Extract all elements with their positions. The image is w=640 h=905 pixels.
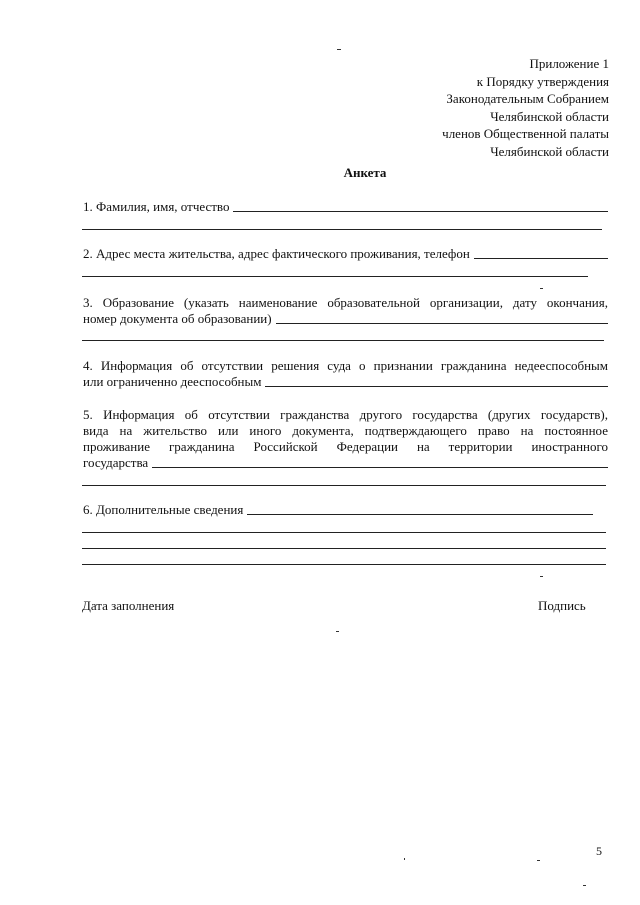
answer-line-1[interactable] xyxy=(233,210,608,212)
answer-line-6d[interactable] xyxy=(82,564,606,565)
answer-line-2b[interactable] xyxy=(82,276,588,277)
question-1 xyxy=(83,199,608,215)
page-number: 5 xyxy=(596,844,602,858)
scan-speck xyxy=(404,858,405,860)
answer-line-5b[interactable] xyxy=(82,485,606,486)
answer-line-3b[interactable] xyxy=(82,340,604,341)
question-5-label-line2: вида на жительство или иного документа, подтверждающего право на постоянное xyxy=(83,423,608,438)
question-4-label-line1: 4. Информация об отсутствии решения суда о признании гражданина недееспособным xyxy=(83,358,608,373)
header-line: к Порядку утверждения xyxy=(476,73,609,89)
question-1-label: 1. Фамилия, имя, отчество xyxy=(83,199,230,214)
scan-speck xyxy=(583,885,586,886)
header-line: членов Общественной палаты xyxy=(442,126,609,142)
question-6-label: 6. Дополнительные сведения xyxy=(83,502,244,517)
question-3-label-line1: 3. Образование (указать наименование образовательной организации, дату окончания, xyxy=(83,295,608,310)
question-5 xyxy=(83,407,608,471)
scan-speck xyxy=(337,49,341,50)
header-line: Приложение 1 xyxy=(529,56,609,71)
question-2 xyxy=(83,246,608,262)
scan-speck xyxy=(336,631,339,632)
header-line: Челябинской области xyxy=(490,108,609,124)
date-label: Дата заполнения xyxy=(82,598,175,613)
answer-line-5[interactable] xyxy=(152,466,608,468)
header-line: Законодательным Собранием xyxy=(446,91,609,107)
question-6 xyxy=(83,502,608,518)
question-4 xyxy=(83,358,608,390)
question-2-label: 2. Адрес места жительства, адрес фактического проживания, телефон xyxy=(83,246,470,261)
scan-speck xyxy=(537,860,540,861)
answer-line-1b[interactable] xyxy=(82,229,602,230)
question-3-label-line2: номер документа об образовании) xyxy=(83,311,272,326)
answer-line-6b[interactable] xyxy=(82,532,606,533)
question-5-label-line4: государства xyxy=(83,455,149,470)
answer-line-4[interactable] xyxy=(265,385,608,387)
answer-line-2[interactable] xyxy=(474,257,608,259)
question-5-label-line1: 5. Информация об отсутствии гражданства другого государства (других государств), xyxy=(83,407,608,422)
question-4-label-line2: или ограниченно дееспособным xyxy=(83,374,262,389)
scan-speck xyxy=(540,288,543,289)
answer-line-3[interactable] xyxy=(276,322,608,324)
signature-label: Подпись xyxy=(538,598,586,613)
appendix-header xyxy=(442,55,609,161)
header-line: Челябинской области xyxy=(490,143,609,159)
answer-line-6c[interactable] xyxy=(82,548,606,549)
answer-line-6[interactable] xyxy=(247,513,593,515)
page-title: Анкета xyxy=(343,165,387,180)
scan-speck xyxy=(540,576,543,577)
question-5-label-line3: проживание гражданина Российской Федерации на территории иностранного xyxy=(83,439,608,454)
question-3 xyxy=(83,295,608,327)
